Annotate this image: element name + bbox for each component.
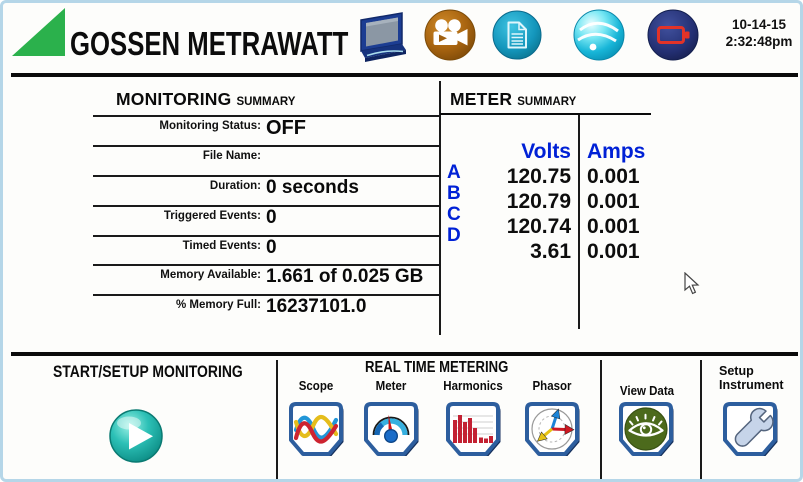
monitoring-subtitle: SUMMARY [236,96,296,108]
report-document-icon[interactable] [492,10,542,60]
setup-instrument-label: Setup Instrument [719,364,784,392]
table-row [93,264,439,294]
header-divider [11,73,798,77]
row-label: File Name: [202,149,261,162]
row-label: Duration: [209,179,261,192]
duration-value: 0 seconds [266,176,359,198]
monitoring-status-value: OFF [266,117,306,139]
volts-d-value: 3.61 [530,240,571,263]
date-text: 10-14-15 [731,17,787,32]
row-label: Memory Available: [160,269,261,282]
phase-d-label: D [447,225,461,246]
amps-column-header: Amps [587,140,646,163]
amps-d-value: 0.001 [587,240,640,263]
triggered-events-value: 0 [266,206,277,228]
phasor-label: Phasor [532,379,572,393]
volts-column-header: Volts [521,140,571,163]
phase-a-label: A [447,162,461,183]
amps-b-value: 0.001 [587,190,640,213]
volts-c-value: 120.74 [506,215,571,238]
row-label: Monitoring Status: [159,120,261,132]
volts-amps-divider [578,115,580,329]
table-row [93,175,439,205]
phase-b-label: B [447,183,461,204]
real-time-metering-label: REAL TIME METERING [365,359,509,376]
volts-b-value: 120.79 [506,190,571,213]
phasor-button[interactable] [523,401,581,459]
setup-instrument-button[interactable] [721,401,779,459]
table-row [93,145,439,175]
view-data-button[interactable] [617,401,675,459]
table-row [93,294,439,324]
brand-wordmark: GOSSEN METRAWATT [70,25,349,62]
view-data-label: View Data [619,384,675,398]
section-divider [439,81,441,335]
meter-title: METER [450,89,513,109]
eye-icon [625,408,667,450]
scope-label: Scope [298,379,334,393]
toolbar-section-divider [600,360,602,480]
monitoring-summary-table [93,115,439,324]
toolbar-section-divider [700,360,702,480]
brand-logo-triangle [11,7,67,59]
volts-a-value: 120.75 [506,165,571,188]
battery-icon[interactable] [647,9,699,61]
monitor-icon[interactable] [353,7,411,65]
meter-heading-underline [440,113,651,115]
meter-summary-heading [450,89,576,110]
row-label: Timed Events: [182,239,261,252]
row-label: % Memory Full: [176,299,261,312]
amps-a-value: 0.001 [587,165,640,188]
toolbar-divider [11,352,798,356]
scope-button[interactable] [287,401,345,459]
phase-c-label: C [447,204,461,225]
mouse-cursor [684,272,702,298]
monitoring-title: MONITORING [116,89,232,109]
start-setup-monitoring-label: START/SETUP MONITORING [53,362,243,381]
table-row [93,235,439,265]
table-row [93,115,439,145]
harmonics-button[interactable] [444,401,502,459]
datetime-display [715,16,803,50]
table-row [93,205,439,235]
video-camera-icon[interactable] [424,9,476,61]
meter-subtitle: SUMMARY [517,96,577,108]
harmonics-label: Harmonics [443,379,503,393]
timed-events-value: 0 [266,236,277,258]
monitoring-summary-heading [116,89,295,110]
memory-available-value: 1.661 of 0.025 GB [266,266,424,288]
meter-label: Meter [375,379,407,393]
toolbar-section-divider [276,360,278,480]
start-monitoring-button[interactable] [108,408,164,464]
memory-full-value: 16237101.0 [266,296,367,318]
row-label: Triggered Events: [163,209,261,222]
meter-button[interactable] [362,401,420,459]
time-text: 2:32:48pm [725,34,793,49]
amps-c-value: 0.001 [587,215,640,238]
wireless-sphere-icon[interactable] [573,9,625,61]
